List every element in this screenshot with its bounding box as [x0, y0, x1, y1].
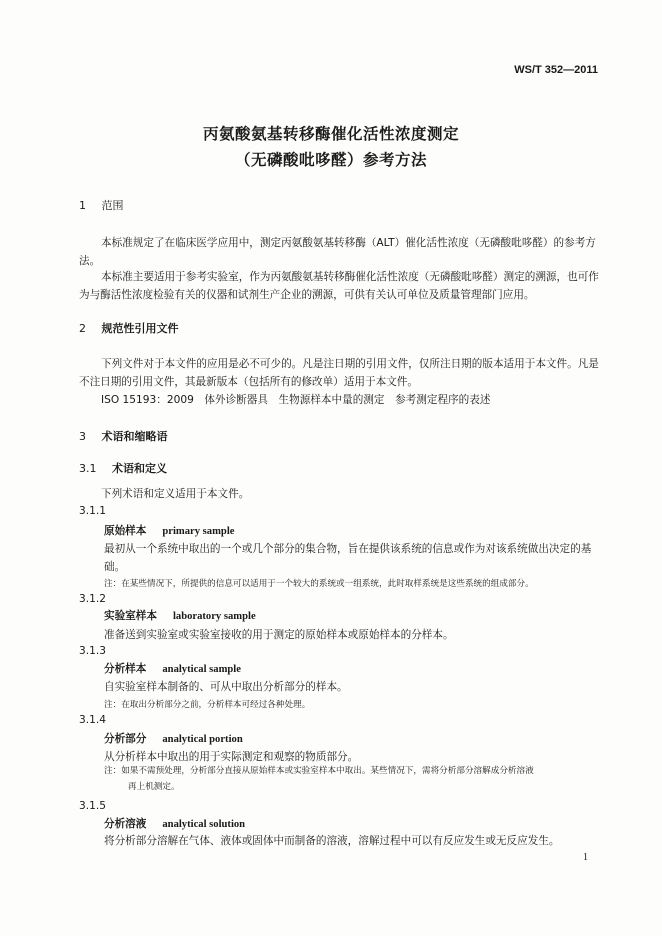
term-definition: 从分析样本中取出的用于实际测定和观察的物质部分。: [104, 751, 359, 763]
terms-intro: 下列术语和定义适用于本文件。: [101, 488, 250, 500]
term-note-line-2: 再上机测定。: [128, 782, 180, 792]
term-note: 注：在取出分析部分之前，分析样本可经过各种处理。: [104, 700, 311, 710]
document-title-line2: （无磷酸吡哆醛）参考方法: [234, 151, 427, 169]
term-note: [104, 763, 599, 795]
term-zh: 分析部分: [104, 733, 147, 745]
section-2-heading: [79, 320, 179, 336]
section-3-1-heading: [79, 460, 167, 476]
term-en: laboratory sample: [172, 611, 256, 622]
term-en: primary sample: [162, 526, 235, 537]
term-number: 3.1.1: [79, 505, 106, 517]
section-title: 规范性引用文件: [101, 322, 179, 335]
term-heading: [104, 661, 241, 676]
standard-code: WS/T 352—2011: [514, 64, 598, 76]
term-note: 注：在某些情况下，所提供的信息可以适用于一个较大的系统或一组系统，此时取样系统是这些系统的组成部分。: [104, 579, 534, 589]
term-heading: [104, 608, 256, 623]
term-heading: [104, 816, 245, 831]
section-number: 1: [79, 199, 86, 212]
term-heading: [104, 523, 234, 538]
term-en: analytical solution: [162, 819, 246, 830]
section-number: 2: [79, 322, 86, 335]
term-number: 3.1.2: [79, 593, 106, 605]
term-definition: 最初从一个系统中取出的一个或几个部分的集合物，旨在提供该系统的信息或作为对该系统做出决定的基础。: [104, 543, 592, 573]
scope-paragraph-2: 本标准主要适用于参考实验室，作为丙氨酸氨基转移酶催化活性浓度（无磷酸吡哆醛）测定的溯源，也可作为与酶活性浓度检验有关的仪器和试剂生产企业的溯源，可供有关认可单位及质量管理部门应用。: [79, 271, 599, 301]
normative-reference: ISO 15193：2009 体外诊断器具 生物源样本中量的测定 参考测定程序的表述: [101, 394, 491, 406]
term-zh: 实验室样本: [104, 610, 157, 622]
document-title-line1: 丙氨酸氨基转移酶催化活性浓度测定: [202, 125, 459, 143]
term-heading: [104, 731, 243, 746]
term-definition: 自实验室样本制备的、可从中取出分析部分的样本。: [104, 681, 348, 693]
section-title: 术语和缩略语: [101, 430, 168, 443]
page-number: 1: [583, 852, 588, 863]
section-1-heading: [79, 197, 124, 213]
section-title: 术语和定义: [112, 462, 167, 475]
normative-paragraph: 下列文件对于本文件的应用是必不可少的。凡是注日期的引用文件，仅所注日期的版本适用于本文件。凡是不注日期的引用文件，其最新版本（包括所有的修改单）适用于本文件。: [79, 358, 599, 388]
section-number: 3.1: [79, 462, 97, 475]
scope-paragraph-1: 本标准规定了在临床医学应用中，测定丙氨酸氨基转移酶（ALT）催化活性浓度（无磷酸吡哆醛）的参考方法。: [79, 237, 596, 267]
term-number: 3.1.4: [79, 714, 106, 726]
section-number: 3: [79, 430, 86, 443]
section-title: 范围: [101, 199, 124, 212]
term-note-line-1: 注：如果不需预处理，分析部分直接从原始样本或实验室样本中取出。某些情况下，需将分析部分溶解成分析溶液: [104, 766, 534, 776]
term-zh: 分析溶液: [104, 818, 147, 830]
term-definition: 将分析部分溶解在气体、液体或固体中而制备的溶液，溶解过程中可以有反应发生或无反应发生。: [104, 835, 560, 847]
section-3-heading: [79, 428, 168, 444]
term-en: analytical portion: [162, 734, 243, 745]
term-zh: 分析样本: [104, 663, 147, 675]
term-number: 3.1.5: [79, 800, 106, 812]
term-definition: 准备送到实验室或实验室接收的用于测定的原始样本或原始样本的分样本。: [104, 629, 454, 641]
term-zh: 原始样本: [104, 525, 147, 537]
term-en: analytical sample: [162, 664, 241, 675]
term-number: 3.1.3: [79, 645, 106, 657]
